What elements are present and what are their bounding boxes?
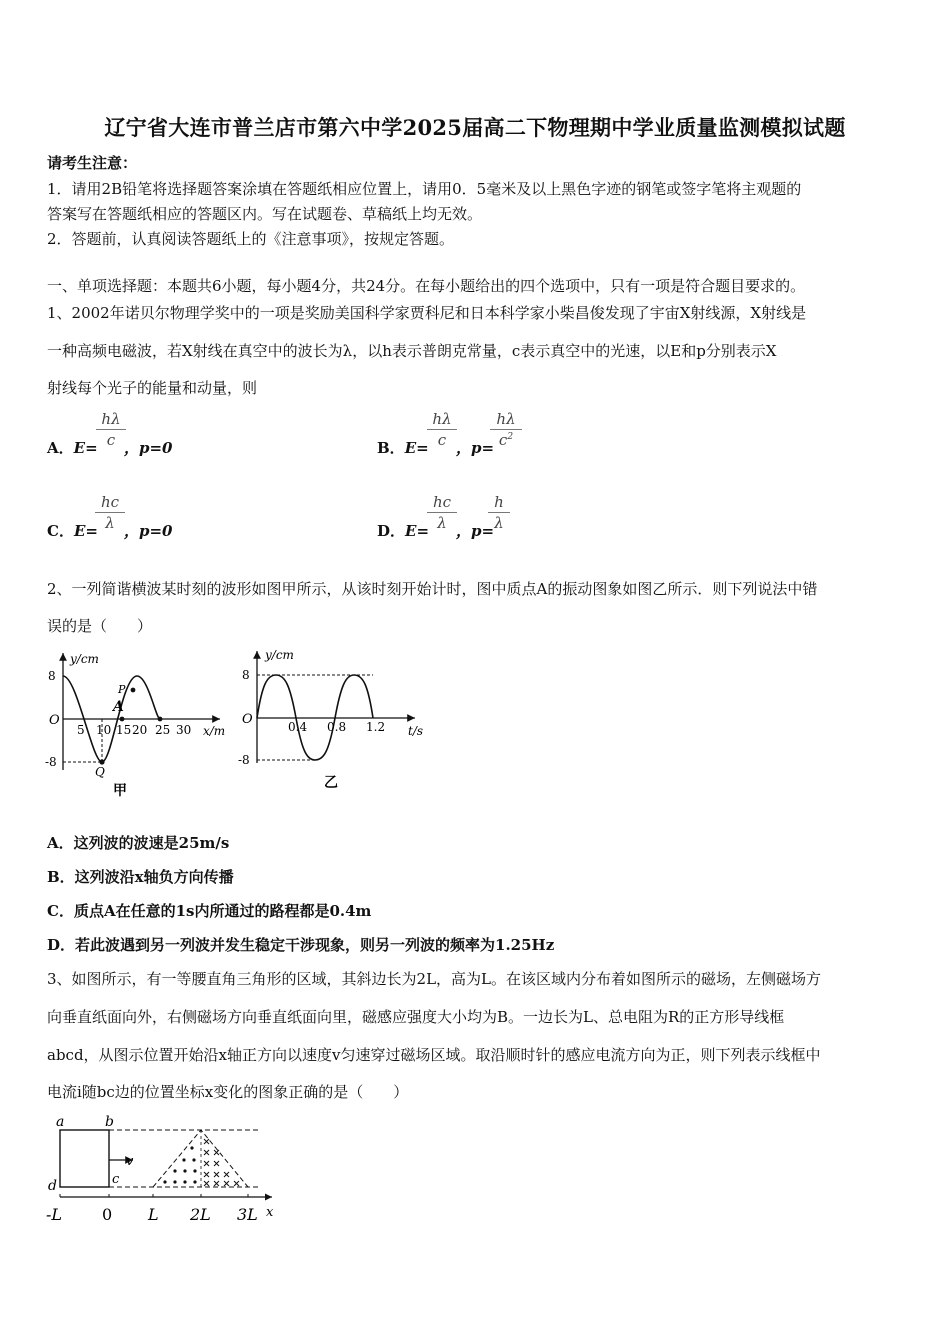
origin-label: O — [49, 713, 60, 728]
corner-a: a — [56, 1114, 65, 1130]
option-label: D． — [377, 522, 406, 540]
option-label: B． — [377, 439, 405, 457]
figure-caption: 甲 — [113, 783, 127, 799]
q-label: Q — [95, 765, 105, 779]
page-title: 辽宁省大连市普兰店市第六中学2025届高二下物理期中学业质量监测模拟试题 — [104, 115, 846, 140]
momentum-text: ，p=0 — [124, 522, 173, 540]
tick-label: 5 — [77, 723, 85, 737]
origin-label: O — [242, 712, 253, 727]
outward-field-dots — [163, 1146, 196, 1183]
denominator: c — [106, 431, 116, 449]
notice-line-3: 2．答题前，认真阅读答题纸上的《注意事项》，按规定答题。 — [47, 230, 455, 248]
figure-caption: 乙 — [324, 775, 338, 791]
numerator: hλ — [101, 410, 121, 428]
exponent: 2 — [507, 432, 514, 442]
q3-line-2: 向垂直纸面向外，右侧磁场方向垂直纸面向里，磁感应强度大小均为B。一边长为L、总电阻为R的正方形导线框 — [47, 1008, 785, 1026]
t-label: t/s — [408, 724, 424, 738]
energy-label: E= — [73, 439, 98, 457]
energy-fraction — [96, 410, 126, 449]
tick-label: 25 — [155, 723, 171, 737]
energy-fraction — [427, 410, 457, 449]
q2-option-d[interactable]: D．若此波遇到另一列波并发生稳定干涉现象，则另一列波的频率为1.25Hz — [47, 936, 555, 954]
energy-fraction — [95, 493, 125, 532]
x-label: x/m — [203, 724, 226, 738]
notice-heading: 请考生注意： — [47, 154, 138, 172]
square-frame — [60, 1130, 109, 1187]
inward-field-crosses — [204, 1139, 239, 1186]
tick-label: 10 — [96, 723, 112, 737]
numerator: hc — [100, 493, 120, 511]
denominator: λ — [105, 514, 115, 532]
point-zero — [158, 717, 163, 722]
numerator: hc — [432, 493, 452, 511]
momentum-label: ，p= — [456, 522, 495, 540]
notice-line-2: 答案写在答题纸相应的答题区内。写在试题卷、草稿纸上均无效。 — [47, 205, 483, 223]
denominator: λ — [437, 514, 447, 532]
energy-label: E= — [405, 522, 430, 540]
numerator: hλ — [432, 410, 452, 428]
q2-line-1: 2、一列简谐横波某时刻的波形如图甲所示，从该时刻开始计时，图中质点A的振动图象如图乙所示．则下列说法中错 — [47, 580, 818, 598]
tick-label: -L — [46, 1205, 63, 1224]
section-heading: 一、单项选择题：本题共6小题，每小题4分，共24分。在每小题给出的四个选项中，只有一项是符合题目要求的。 — [47, 277, 806, 295]
corner-b: b — [105, 1114, 114, 1130]
energy-fraction — [427, 493, 457, 532]
y-pos-label: 8 — [48, 669, 56, 683]
velocity-label: v — [126, 1154, 134, 1169]
tick-label: 15 — [116, 723, 132, 737]
tick-label: L — [148, 1205, 159, 1224]
momentum-label: ，p= — [456, 439, 495, 457]
tick-label: 20 — [132, 723, 148, 737]
y-neg-label: -8 — [45, 755, 57, 769]
point-q — [99, 759, 104, 764]
y-neg-label: -8 — [238, 753, 250, 767]
a-label: A — [113, 699, 124, 715]
q3-line-4: 电流i随bc边的位置坐标x变化的图象正确的是（ ） — [47, 1083, 409, 1101]
energy-label: E= — [404, 439, 429, 457]
tick-label: 0 — [102, 1205, 113, 1224]
wave-graph-figure — [40, 645, 230, 805]
numerator: hλ — [496, 410, 516, 428]
tick-label: 2L — [190, 1205, 211, 1224]
denominator: λ — [494, 514, 504, 532]
triangle-region — [153, 1130, 248, 1187]
numerator: h — [494, 493, 504, 511]
energy-label: E= — [73, 522, 98, 540]
corner-c: c — [112, 1172, 120, 1187]
momentum-fraction — [490, 410, 522, 449]
corner-d: d — [48, 1178, 57, 1194]
point-p — [131, 688, 136, 693]
y-label: y/cm — [70, 652, 99, 666]
q2-option-a[interactable]: A．这列波的波速是25m/s — [47, 834, 230, 852]
q1-line-3: 射线每个光子的能量和动量，则 — [47, 379, 258, 397]
q2-option-b[interactable]: B．这列波沿x轴负方向传播 — [47, 868, 234, 886]
option-label: C． — [47, 522, 74, 540]
q1-line-1: 1、2002年诺贝尔物理学奖中的一项是奖励美国科学家贾科尼和日本科学家小柴昌俊发现了宇宙X射线源，X射线是 — [47, 304, 807, 322]
tick-label: 30 — [176, 723, 192, 737]
tick-label: 0.8 — [327, 720, 347, 734]
point-a — [120, 717, 125, 722]
vibration-graph-figure — [232, 645, 432, 805]
denominator: c — [498, 431, 508, 449]
momentum-text: ，p=0 — [124, 439, 173, 457]
p-label: P — [118, 683, 126, 696]
q1-line-2: 一种高频电磁波，若X射线在真空中的波长为λ，以h表示普朗克常量，c表示真空中的光速，以E和p分别表示X — [47, 342, 777, 360]
option-label: A． — [47, 439, 74, 457]
q3-line-1: 3、如图所示，有一等腰直角三角形的区域，其斜边长为2L，高为L。在该区域内分布着如图所示的磁场，左侧磁场方 — [47, 970, 822, 988]
q3-line-3: abcd，从图示位置开始沿x轴正方向以速度v匀速穿过磁场区域。取沿顺时针的感应电流方向为正，则下列表示线框中 — [47, 1046, 821, 1064]
magnetic-field-figure — [40, 1108, 290, 1228]
y-label: y/cm — [265, 648, 294, 662]
q2-option-c[interactable]: C．质点A在任意的1s内所通过的路程都是0.4m — [47, 902, 372, 920]
notice-line-1: 1．请用2B铅笔将选择题答案涂填在答题纸相应位置上，请用0．5毫米及以上黑色字迹的钢笔或签字笔将主观题的 — [47, 180, 802, 198]
axis-label: x — [266, 1205, 274, 1220]
tick-label: 3L — [237, 1205, 258, 1224]
y-pos-label: 8 — [242, 668, 250, 682]
denominator: c — [437, 431, 447, 449]
momentum-fraction — [488, 493, 510, 532]
tick-label: 1.2 — [366, 720, 386, 734]
q2-line-2: 误的是（ ） — [47, 617, 153, 635]
tick-label: 0.4 — [288, 720, 308, 734]
